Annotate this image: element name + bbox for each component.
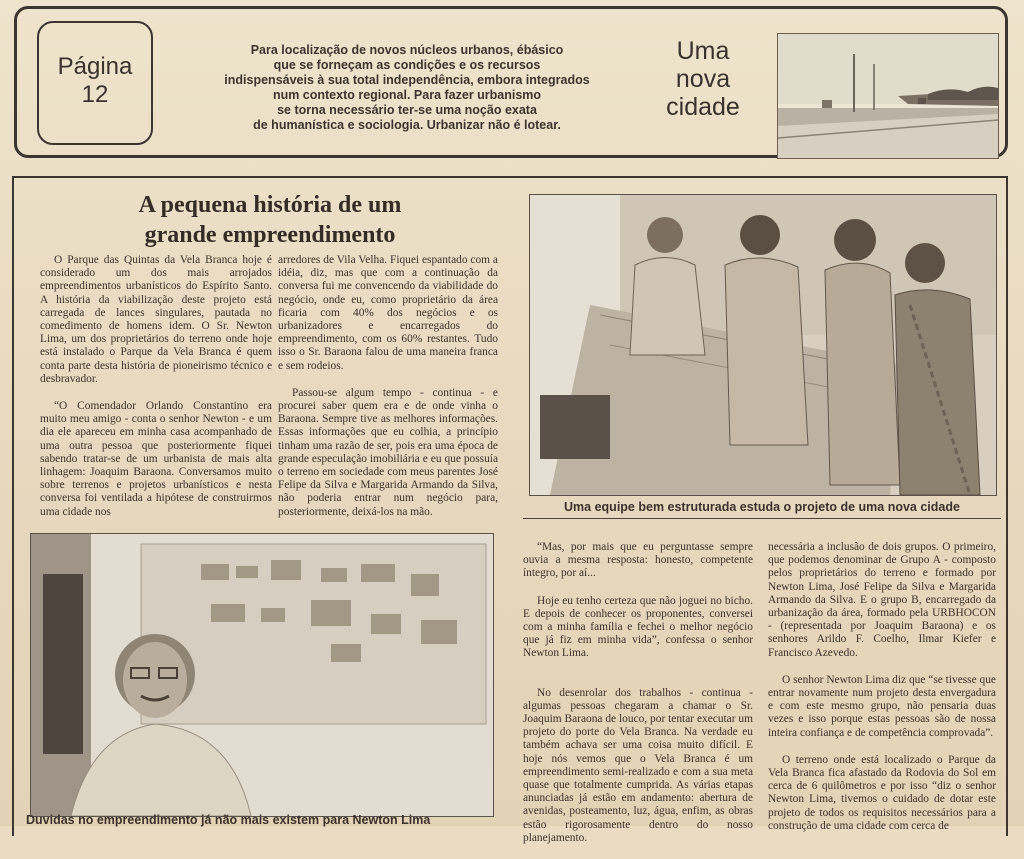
section-title-line: cidade [666,93,740,121]
road-photo-image [778,34,998,158]
paragraph: Hoje eu tenho certeza que não joguei no bicho. E depois de conhecer os proponentes, conversei com a minha família e fechei o melhor negócio que já fiz em minha vida”, confessa o senhor Newton Lima. [523,594,753,660]
slogan-line: de humanística e sociologia. Urbanizar não é lotear. [253,118,561,132]
road-photo [777,33,999,159]
article-column-3 [523,541,753,859]
page-number: 12 [81,81,109,108]
page-number-box [37,21,153,145]
paragraph: O Parque das Quintas da Vela Branca hoje é considerado um dos mais arrojados empreendimentos urbanísticos do Espírito Santo. A história da viabilização deste projeto está carregada de lances singulares, pautada no comedimento de homens idem. O Sr. Newton Lima, um dos proprietários do terreno onde hoje está instalado o Parque da Vela Branca é quem conta parte desta história de pioneirismo técnico e desbravador. [40,254,272,385]
paragraph: O senhor Newton Lima diz que “se tivesse que entrar novamente num projeto desta envergadura e com este mesmo grupo, não pensaria duas vezes e isso porque estas pessoas são de nossa inteira confiança e de competência comprovada”. [768,673,996,739]
headline-line: grande empreendimento [144,222,396,248]
header-slogan [217,43,597,133]
portrait-photo-caption: Duvidas no empreendimento já não mais existem para Newton Lima [26,813,431,827]
paragraph: O terreno onde está localizado o Parque da Vela Branca fica afastado da Rodovia do Sol em cerca de 6 quilômetros e por isso “diz o senhor Newton Lima, tivemos o cuidado de dotar este projeto de todos os requisitos necessários para a construção de uma cidade com cerca de [768,753,996,832]
team-photo-caption: Uma equipe bem estruturada estuda o projeto de uma nova cidade [523,500,1001,519]
paragraph: No desenrolar dos trabalhos - continua - algumas pessoas chegaram a chamar o Sr. Joaquim Baraona de louco, por tentar executar um projeto do porte do Vela Branca. Na verdade eu também achava ser uma coisa muito difícil. E hoje nós vemos que o Vela Branca é um empreendimento semi-realizado e com a sua meta quase que totalmente cumprida. As várias etapas anunciadas já estão em andamento: abertura de avenidas, posteamento, luz, água, enfim, as obras estão rigorosamente dentro do nosso planejamento. [523,686,753,844]
headline-line: A pequena história de um [138,192,402,218]
page-label: Página [57,53,133,80]
section-title-line: Uma [676,37,730,65]
section-title-line: nova [675,65,731,93]
slogan-line: se torna necessário ter-se uma noção exata [277,103,537,117]
team-photo-image [530,195,996,495]
slogan-line: num contexto regional. Para fazer urbanismo [272,88,542,102]
slogan-line: indispensáveis à sua total independência, embora integrados [224,73,590,87]
article-headline [60,190,480,250]
paragraph: “O Comendador Orlando Constantino era muito meu amigo - conta o senhor Newton - e um dia ele apareceu em minha casa acompanhado de uma outra pessoa que posteriormente fiquei sabendo tratar-se de um urbanista de mais alta linhagem: Joaquim Baraona. Conversamos muito sobre terrenos e projetos urbanísticos e nesta conversa foi ventilada a hipótese de construirmos uma cidade nos [40,400,272,518]
paragraph: necessária a inclusão de dois grupos. O primeiro, que podemos denominar de Grupo A - composto pelos proprietários do terreno e formado por Newton Lima, José Felipe da Silva e Margarida Armando da Silva. E o grupo B, encarregado da urbanização da área, formado pela URBHOCON - (representada por Joaquim Baraona) e os senhores Arildo F. Coelho, Ilmar Kiefer e Francisco Azevedo. [768,541,996,659]
paragraph: Passou-se algum tempo - continua - e procurei saber quem era e de onde vinha o Baraona. Sempre tive as melhores informações. Essas informações que eu colhia, a princípio tinham uma razão de ser, pois era uma época de grande especulação imobiliária e eu que possuía o terreno em sociedade com meus parentes José Felipe da Silva e Margarida Armando da Silva, não poderia entrar num negócio para, posteriormente, deixá-los na mão. [278,386,498,518]
portrait-photo [30,533,494,817]
article-column-2 [278,254,498,533]
portrait-photo-image [31,534,493,816]
section-title [641,37,765,121]
paragraph: arredores de Vila Velha. Fiquei espantado com a idéia, diz, mas que com a continuação da conversa fui me convencendo da viabilidade do negócio, onde eu, como proprietário da área ficaria com 40% dos negócios e os urbanizadores e encarregados do empreendimento, com os 60% restantes. Tudo isso o Sr. Baraona falou de uma maneira franca e sem rodeios. [278,254,498,372]
paragraph: “Mas, por mais que eu perguntasse sempre ouvia a mesma resposta: honesto, competente íntegro, por aí... [523,541,753,580]
article-column-4 [768,541,996,847]
slogan-line: Para localização de novos núcleos urbanos, ébásico [250,43,564,57]
page-header [14,6,1008,158]
slogan-line: que se forneçam as condições e os recursos [273,58,541,72]
article-column-1 [40,254,272,533]
team-photo [529,194,997,496]
